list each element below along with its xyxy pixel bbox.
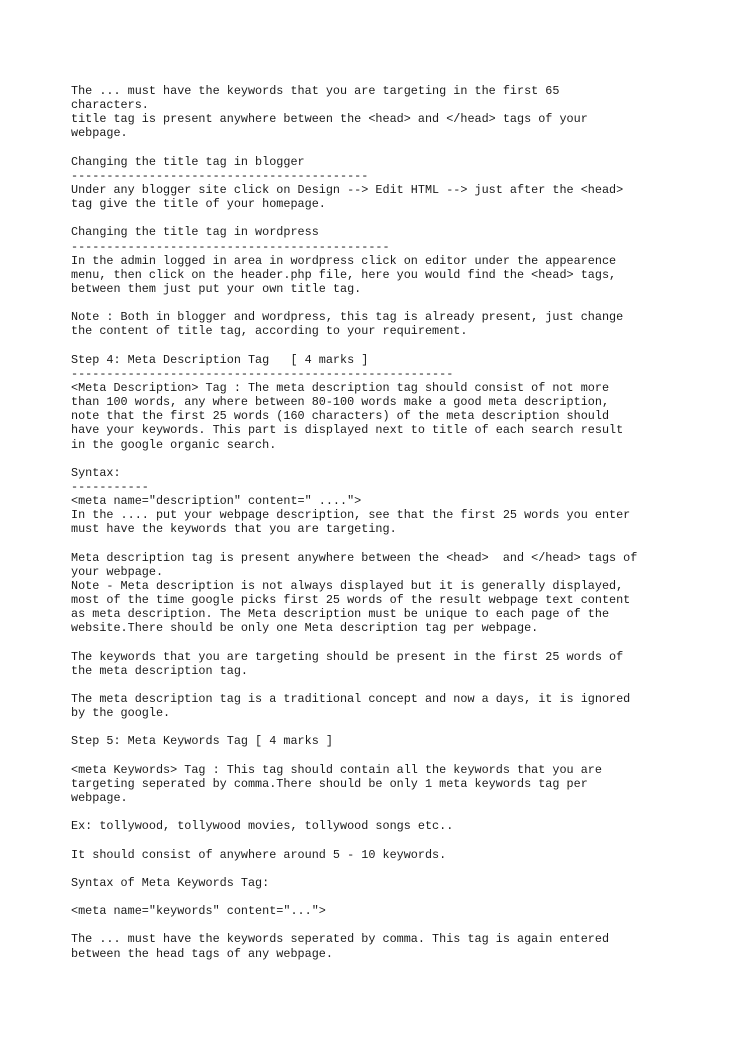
blank-line bbox=[71, 749, 681, 763]
section-heading: Changing the title tag in wordpress bbox=[71, 225, 319, 240]
divider: --------------------------------------------- bbox=[71, 239, 390, 254]
text-line: webpage. bbox=[71, 126, 128, 141]
text-line: characters. bbox=[71, 98, 149, 113]
text-line: as meta description. The Meta description must be unique to each page of the bbox=[71, 607, 610, 622]
text-line: title tag is present anywhere between the <head> and </head> tags of your bbox=[71, 112, 588, 127]
text-line: most of the time google picks first 25 words of the result webpage text content bbox=[71, 593, 631, 608]
text-line: The ... must have the keywords seperated by comma. This tag is again entered bbox=[71, 932, 610, 947]
divider: ------------------------------------------ bbox=[71, 168, 369, 183]
section-heading: Step 5: Meta Keywords Tag [ 4 marks ] bbox=[71, 734, 333, 749]
blank-line bbox=[71, 918, 681, 932]
text-line: menu, then click on the header.php file, here you would find the <head> tags, bbox=[71, 267, 617, 282]
section-heading: Syntax of Meta Keywords Tag: bbox=[71, 875, 270, 890]
blank-line bbox=[71, 720, 681, 734]
text-line: your webpage. bbox=[71, 564, 164, 579]
blank-line bbox=[71, 635, 681, 649]
divider: ------------------------------------------------------ bbox=[71, 366, 454, 381]
blank-line bbox=[71, 833, 681, 847]
text-line: In the .... put your webpage description, see that the first 25 words you enter bbox=[71, 508, 631, 523]
text-line: Under any blogger site click on Design --> Edit HTML --> just after the <head> bbox=[71, 182, 624, 197]
blank-line bbox=[71, 452, 681, 466]
text-line: The keywords that you are targeting should be present in the first 25 words of bbox=[71, 649, 624, 664]
text-line: It should consist of anywhere around 5 - 10 keywords. bbox=[71, 847, 447, 862]
blank-line bbox=[71, 211, 681, 225]
text-line: note that the first 25 words (160 characters) of the meta description should bbox=[71, 409, 610, 424]
text-line: <Meta Description> Tag : The meta description tag should consist of not more bbox=[71, 380, 610, 395]
text-line: Note - Meta description is not always displayed but it is generally displayed, bbox=[71, 578, 624, 593]
blank-line bbox=[71, 537, 681, 551]
text-line: the content of title tag, according to your requirement. bbox=[71, 324, 468, 339]
text-line: Meta description tag is present anywhere between the <head> and </head> tags of bbox=[71, 550, 638, 565]
text-line: The meta description tag is a traditional concept and now a days, it is ignored bbox=[71, 692, 631, 707]
text-line: Note : Both in blogger and wordpress, this tag is already present, just change bbox=[71, 310, 624, 325]
text-line: webpage. bbox=[71, 791, 128, 806]
blank-line bbox=[71, 296, 681, 310]
text-line: In the admin logged in area in wordpress click on editor under the appearence bbox=[71, 253, 617, 268]
section-heading: Changing the title tag in blogger bbox=[71, 154, 305, 169]
blank-line bbox=[71, 678, 681, 692]
section-heading: Syntax: bbox=[71, 465, 121, 480]
blank-line bbox=[71, 141, 681, 155]
text-line: in the google organic search. bbox=[71, 437, 277, 452]
text-line: between the head tags of any webpage. bbox=[71, 946, 333, 961]
blank-line bbox=[71, 890, 681, 904]
text-line: between them just put your own title tag. bbox=[71, 281, 362, 296]
text-line: <meta Keywords> Tag : This tag should contain all the keywords that you are bbox=[71, 762, 602, 777]
divider: ----------- bbox=[71, 479, 149, 494]
blank-line bbox=[71, 339, 681, 353]
text-line: than 100 words, any where between 80-100 words make a good meta description, bbox=[71, 395, 610, 410]
section-heading: Step 4: Meta Description Tag [ 4 marks ] bbox=[71, 352, 369, 367]
text-line: website.There should be only one Meta description tag per webpage. bbox=[71, 621, 539, 636]
text-line: targeting seperated by comma.There should be only 1 meta keywords tag per bbox=[71, 776, 588, 791]
text-line: the meta description tag. bbox=[71, 663, 248, 678]
text-line: tag give the title of your homepage. bbox=[71, 197, 326, 212]
text-line: by the google. bbox=[71, 706, 171, 721]
blank-line bbox=[71, 862, 681, 876]
blank-line bbox=[71, 805, 681, 819]
text-line: must have the keywords that you are targeting. bbox=[71, 522, 397, 537]
code-line: <meta name="keywords" content="..."> bbox=[71, 904, 326, 919]
document-page bbox=[71, 84, 681, 961]
text-line: have your keywords. This part is displayed next to title of each search result bbox=[71, 423, 624, 438]
text-line: The ... must have the keywords that you are targeting in the first 65 bbox=[71, 84, 560, 98]
code-line: <meta name="description" content=" ...."> bbox=[71, 494, 362, 509]
text-line: Ex: tollywood, tollywood movies, tollywood songs etc.. bbox=[71, 819, 454, 834]
